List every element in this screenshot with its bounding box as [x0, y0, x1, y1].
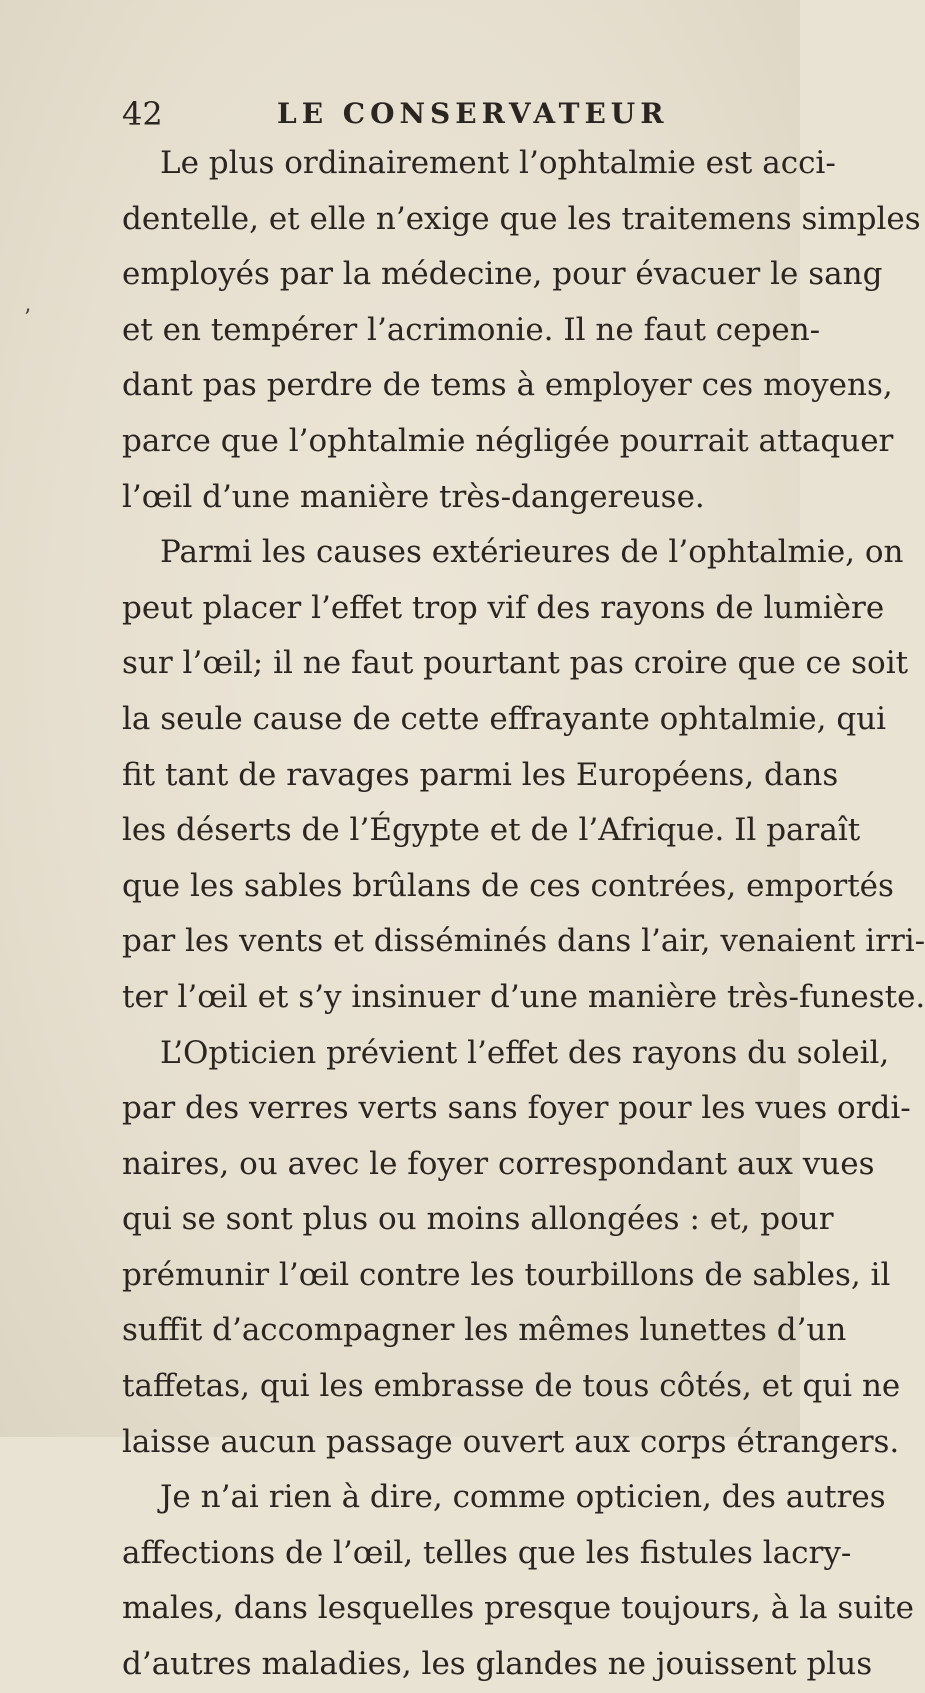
running-title: LE CONSERVATEUR: [277, 97, 669, 130]
text-line: laisse aucun passage ouvert aux corps étrangers.: [122, 1423, 900, 1460]
text-line: par les vents et disséminés dans l’air, venaient irri-: [122, 923, 925, 960]
text-line: ter l’œil et s’y insinuer d’une manière très-funeste.: [122, 978, 925, 1015]
text-line: les déserts de l’Égypte et de l’Afrique. Il paraît: [122, 812, 861, 849]
text-line: d’autres maladies, les glandes ne jouissent plus: [122, 1646, 873, 1683]
text-line: et en tempérer l’acrimonie. Il ne faut cepen-: [122, 311, 821, 348]
text-line: la seule cause de cette effrayante ophtalmie, qui: [122, 700, 887, 737]
text-line: par des verres verts sans foyer pour les vues ordi-: [122, 1090, 911, 1127]
text-line: employés par la médecine, pour évacuer le sang: [122, 256, 883, 293]
margin-mark: ’: [24, 306, 31, 331]
text-line: dentelle, et elle n’exige que les traitemens simples: [122, 200, 921, 237]
page-number: 42: [122, 95, 163, 133]
page-header: [122, 94, 682, 134]
body-text: [122, 136, 925, 1693]
text-line: dant pas perdre de tems à employer ces moyens,: [122, 367, 893, 404]
text-line: fit tant de ravages parmi les Européens, dans: [122, 756, 839, 793]
text-line: l’œil d’une manière très-dangereuse.: [122, 478, 705, 515]
text-line: sur l’œil; il ne faut pourtant pas croire que ce soit: [122, 645, 909, 682]
text-line: taffetas, qui les embrasse de tous côtés, et qui ne: [122, 1368, 901, 1405]
text-line: Le plus ordinairement l’ophtalmie est acci-: [160, 145, 836, 181]
text-line: qui se sont plus ou moins allongées : et, pour: [122, 1201, 834, 1238]
text-line: Parmi les causes extérieures de l’ophtalmie, on: [160, 534, 904, 571]
text-line: que les sables brûlans de ces contrées, emportés: [122, 867, 894, 904]
text-line: males, dans lesquelles presque toujours, à la suite: [122, 1590, 914, 1627]
text-line: affections de l’œil, telles que les fistules lacry-: [122, 1534, 852, 1571]
text-line: Je n’ai rien à dire, comme opticien, des autres: [160, 1479, 886, 1516]
text-line: L’Opticien prévient l’effet des rayons du soleil,: [160, 1034, 890, 1071]
text-line: peut placer l’effet trop vif des rayons de lumière: [122, 589, 885, 626]
text-line: naires, ou avec le foyer correspondant aux vues: [122, 1145, 875, 1182]
text-line: parce que l’ophtalmie négligée pourrait attaquer: [122, 422, 894, 459]
text-line: prémunir l’œil contre les tourbillons de sables, il: [122, 1256, 891, 1293]
text-line: suffit d’accompagner les mêmes lunettes d’un: [122, 1312, 847, 1349]
